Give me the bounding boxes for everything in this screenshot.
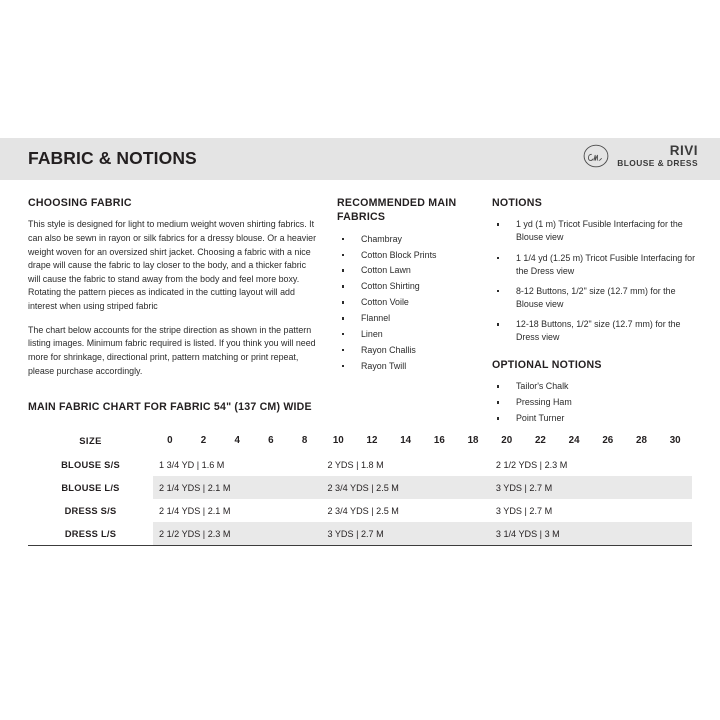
header-cell-size-26: 26 <box>602 434 614 446</box>
cell-dress-ls-group-1: 2 1/2 YDS | 2.3 M <box>153 522 321 546</box>
notions-heading: NOTIONS <box>492 197 543 209</box>
header-cell-size-4: 4 <box>234 434 240 446</box>
row-label-blouse-ls: BLOUSE L/S <box>61 482 120 493</box>
list-item: 12-18 Buttons, 1/2" size (12.7 mm) for the Dress view <box>492 318 697 344</box>
column-choosing-fabric <box>28 196 318 388</box>
cell-blouse-ls-group-2: 2 3/4 YDS | 2.5 M <box>321 476 489 499</box>
row-label-blouse-ss: BLOUSE S/S <box>61 459 120 470</box>
recommended-fabrics-heading: RECOMMENDED MAIN FABRICS <box>337 197 457 224</box>
cell-blouse-ss-group-1: 1 3/4 YD | 1.6 M <box>159 459 225 470</box>
cell-blouse-ls-group-1: 2 1/4 YDS | 2.1 M <box>153 476 321 499</box>
list-item: 1 1/4 yd (1.25 m) Tricot Fusible Interfacing for the Dress view <box>492 252 697 278</box>
table-row <box>28 499 692 522</box>
cell-dress-ss-group-3: 3 YDS | 2.7 M <box>495 505 553 516</box>
column-notions <box>492 196 697 428</box>
header-cell-size-20: 20 <box>501 434 513 446</box>
notions-list <box>492 218 697 344</box>
header-cell-size-6: 6 <box>268 434 274 446</box>
list-item: Cotton Block Prints <box>337 249 477 262</box>
header-cell-size-0: 0 <box>167 434 173 446</box>
header-cell-size-22: 22 <box>534 434 546 446</box>
cell-dress-ls-group-3: 3 1/4 YDS | 3 M <box>490 522 692 546</box>
column-recommended-fabrics <box>337 196 477 376</box>
cell-dress-ls-group-2: 3 YDS | 2.7 M <box>321 522 489 546</box>
choosing-fabric-heading: CHOOSING FABRIC <box>28 197 132 209</box>
header-cell-size-16: 16 <box>433 434 445 446</box>
header-cell-size-28: 28 <box>636 434 647 446</box>
fabric-chart-title: MAIN FABRIC CHART FOR FABRIC 54" (137 CM) WIDE <box>28 401 312 413</box>
brand-text <box>617 144 698 168</box>
fabric-chart-head <box>28 427 692 453</box>
list-item: 8-12 Buttons, 1/2" size (12.7 mm) for the Blouse view <box>492 285 697 311</box>
cell-dress-ss-group-1: 2 1/4 YDS | 2.1 M <box>159 505 231 516</box>
optional-notions-heading: OPTIONAL NOTIONS <box>492 359 602 372</box>
list-item: Point Turner <box>492 412 697 425</box>
row-label-dress-ss: DRESS S/S <box>64 505 117 516</box>
table-row <box>28 476 692 499</box>
page-title: FABRIC & NOTIONS <box>28 148 197 168</box>
choosing-fabric-paragraph-2: The chart below accounts for the stripe direction as shown in the pattern listing images. Minimum fabric required is listed. If you think you will need more for shrinkage, directional print, pattern matching or print repeat, please purchase accordingly. <box>28 324 316 376</box>
list-item: Rayon Challis <box>337 344 477 357</box>
list-item: Flannel <box>337 312 477 325</box>
choosing-fabric-paragraph-1: This style is designed for light to medium weight woven shirting fabrics. It can also be sewn in rayon or silk fabrics for a dressy blouse. Or a heavier weight woven for an oversized shirt jacket. Choosing a fabric with a nice drape will cause the fabric to lay closer to the body, and a thicker fabric will cause the fabric to stand away from the body and feel more boxy. Rotating the pattern pieces as indicated in the cutting layout will add interest when using striped fabric <box>28 219 317 312</box>
header-cell-size: SIZE <box>79 434 102 446</box>
header-cell-size-18: 18 <box>467 434 479 446</box>
header-cell-size-24: 24 <box>568 434 580 446</box>
cell-dress-ss-group-2: 2 3/4 YDS | 2.5 M <box>327 505 399 516</box>
list-item: Linen <box>337 328 477 341</box>
recommended-fabrics-list <box>337 233 477 373</box>
table-row <box>28 522 692 546</box>
cell-blouse-ss-group-2: 2 YDS | 1.8 M <box>327 459 384 470</box>
fabric-chart-body <box>28 453 692 546</box>
list-item: Cotton Voile <box>337 296 477 309</box>
header-cell-size-30: 30 <box>669 434 681 446</box>
table-row <box>28 453 692 476</box>
header-cell-size-8: 8 <box>301 434 308 446</box>
row-label-dress-ls: DRESS L/S <box>28 522 153 546</box>
table-header-row <box>28 427 692 453</box>
header-band <box>0 138 720 180</box>
list-item: Chambray <box>337 233 477 246</box>
list-item: Pressing Ham <box>492 396 697 409</box>
header-cell-size-12: 12 <box>366 434 378 446</box>
brand-block <box>582 142 698 170</box>
cell-blouse-ss-group-3: 2 1/2 YDS | 2.3 M <box>495 459 568 470</box>
fabric-chart-table <box>28 427 692 546</box>
header-cell-size-14: 14 <box>400 434 412 446</box>
optional-notions-list <box>492 380 697 425</box>
monogram-circle-icon <box>582 142 610 170</box>
list-item: 1 yd (1 m) Tricot Fusible Interfacing for the Blouse view <box>492 218 697 244</box>
brand-name: RIVI <box>669 143 698 158</box>
list-item: Cotton Shirting <box>337 280 477 293</box>
list-item: Tailor's Chalk <box>492 380 697 393</box>
brand-subtitle: BLOUSE & DRESS <box>617 158 698 169</box>
list-item: Rayon Twill <box>337 360 477 373</box>
header-cell-size-10: 10 <box>332 434 344 446</box>
header-cell-size-2: 2 <box>200 434 207 446</box>
list-item: Cotton Lawn <box>337 264 477 277</box>
cell-blouse-ls-group-3: 3 YDS | 2.7 M <box>490 476 692 499</box>
